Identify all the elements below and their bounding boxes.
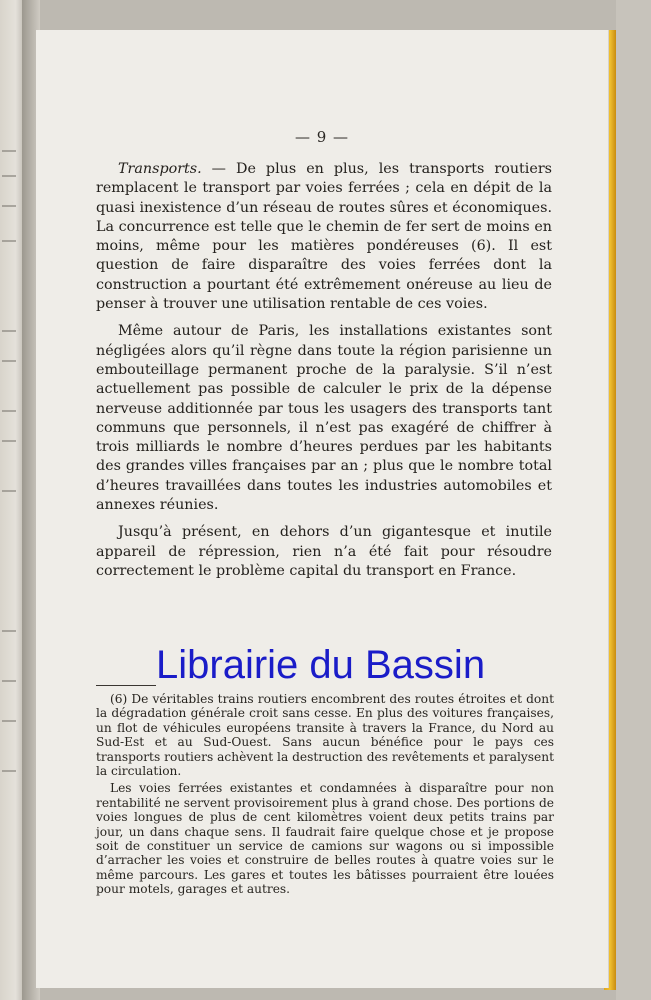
bleed-mark xyxy=(2,720,16,722)
paragraph: Même autour de Paris, les installations existantes sont négligées alors qu’il règne dans toute la région parisienne un embouteillage permanent proche de la paralysie. S’il n’est actuellement pas possible de calculer le prix de la dépense nerveuse additionnée par tous les usagers des transports tant communs que personnels, il n’est pas exagéré de chiffrer à trois milliards le nombre d’heures perdues par les habitants des grandes villes françaises par an ; plus que le nombre total d’heures travaillées dans toutes les industries automobiles et annexes réunies. xyxy=(96,323,552,514)
page-number: — 9 — xyxy=(294,128,350,146)
footnote-rule xyxy=(96,685,156,686)
background xyxy=(616,0,651,1000)
body-text xyxy=(96,160,552,589)
bleed-mark xyxy=(2,630,16,632)
bleed-mark xyxy=(2,175,16,177)
bleed-mark xyxy=(2,360,16,362)
footnote: (6) De véritables trains routiers encombrent des routes étroites et dont la dégradation générale croit sans cesse. En plus des voitures françaises, un flot de véhicules européens transite à travers la France, du Nord au Sud-Est et au Sud-Ouest. Sans aucun bénéfice pour le pays ces transports routiers achèvent la destruction des revêtements et paralysent la circulation. xyxy=(96,692,554,779)
footnote: Les voies ferrées existantes et condamnées à disparaître pour non rentabilité ne servent provisoirement plus à grand chose. Des portions de voies longues de plus de cent kilomètres voient deux petits trains par jour, un dans chaque sens. Il faudrait faire quelque chose et je propose soit de constituer un service de camions sur wagons ou si impossible d’arracher les voies et construire de belles routes à quatre voies sur le même parcours. Les gares et toutes les bâtisses pourraient être louées pour motels, garages et autres. xyxy=(96,781,554,897)
bleed-mark xyxy=(2,680,16,682)
bleed-mark xyxy=(2,490,16,492)
book-page xyxy=(36,30,608,988)
paragraph-text: — De plus en plus, les transports routiers remplacent le transport par voies ferrées ; cela en dépit de la quasi inexistence d’un réseau de routes sûres et économiques. La concurrence est telle que le chemin de fer sert de moins en moins, même pour les matières pondéreuses (6). Il est question de faire disparaître des voies ferrées dont la construction a pourtant été extrêmement onéreuse au lieu de penser à trouver une utilisation rentable de ces voies. xyxy=(96,161,552,313)
paragraph: Jusqu’à présent, en dehors d’un gigantesque et inutile appareil de répression, rien n’a été fait pour résoudre correctement le problème capital du transport en France. xyxy=(96,524,552,579)
paragraph-lead: Transports. xyxy=(118,161,202,177)
footnotes xyxy=(96,692,554,900)
bleed-mark xyxy=(2,440,16,442)
bleed-mark xyxy=(2,770,16,772)
watermark-text: Librairie du Bassin xyxy=(156,643,486,687)
bleed-mark xyxy=(2,150,16,152)
bleed-mark xyxy=(2,410,16,412)
paragraph xyxy=(96,160,552,314)
bleed-mark xyxy=(2,330,16,332)
bleed-mark xyxy=(2,240,16,242)
bleed-mark xyxy=(2,205,16,207)
